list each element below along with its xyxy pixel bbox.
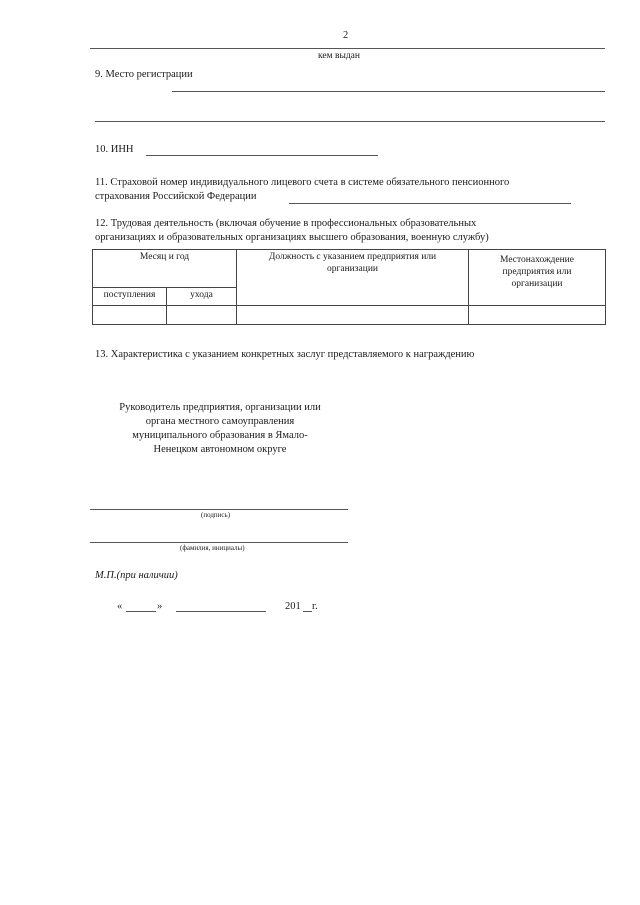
- date-close-quote: »: [157, 601, 163, 612]
- seal-label: М.П.(при наличии): [95, 570, 178, 581]
- work-history-table: [92, 249, 606, 325]
- table-cell: [469, 306, 606, 325]
- date-open-quote: «: [117, 601, 123, 612]
- entry-header: поступления: [93, 288, 167, 306]
- table-cell: [167, 306, 237, 325]
- registration-line-1: [172, 91, 605, 92]
- name-caption: (фамилия, инициалы): [180, 544, 245, 552]
- work-label-line2: организациях и образовательных организациях высшего образования, военную службу): [95, 232, 489, 243]
- snils-label-line1: 11. Страховой номер индивидуального лицевого счета в системе обязательного пенсионного: [95, 177, 510, 188]
- issued-by-caption: кем выдан: [318, 51, 360, 61]
- inn-label: 10. ИНН: [95, 144, 134, 155]
- snils-line: [289, 203, 571, 204]
- table-cell: [237, 306, 469, 325]
- date-year-suffix: г.: [312, 601, 318, 612]
- registration-line-2: [95, 121, 605, 122]
- work-label-line1: 12. Трудовая деятельность (включая обучение в профессиональных образовательных: [95, 218, 477, 229]
- table-cell: [93, 306, 167, 325]
- month-year-header: Месяц и год: [93, 250, 237, 288]
- page-number: 2: [343, 30, 349, 41]
- location-header: Местонахождение предприятия или организации: [469, 250, 606, 306]
- name-line: [90, 542, 348, 543]
- head-title: Руководитель предприятия, организации или органа местного самоуправления муниципального образования в Ямало- Ненецком автономном округе: [119, 402, 321, 455]
- snils-label-line2: страхования Российской Федерации: [95, 191, 257, 202]
- position-header: Должность с указанием предприятия или организации: [237, 250, 469, 306]
- issued-by-line: [90, 48, 605, 49]
- date-year-prefix: 201: [285, 601, 301, 612]
- exit-header: ухода: [167, 288, 237, 306]
- inn-line: [146, 155, 378, 156]
- signature-line: [90, 509, 348, 510]
- date-month-line: [176, 611, 266, 612]
- date-day-line: [126, 611, 156, 612]
- date-year-line: [303, 611, 312, 612]
- signature-caption: (подпись): [201, 511, 231, 519]
- characteristic-label: 13. Характеристика с указанием конкретных заслуг представляемого к награждению: [95, 349, 475, 360]
- registration-label: 9. Место регистрации: [95, 69, 193, 80]
